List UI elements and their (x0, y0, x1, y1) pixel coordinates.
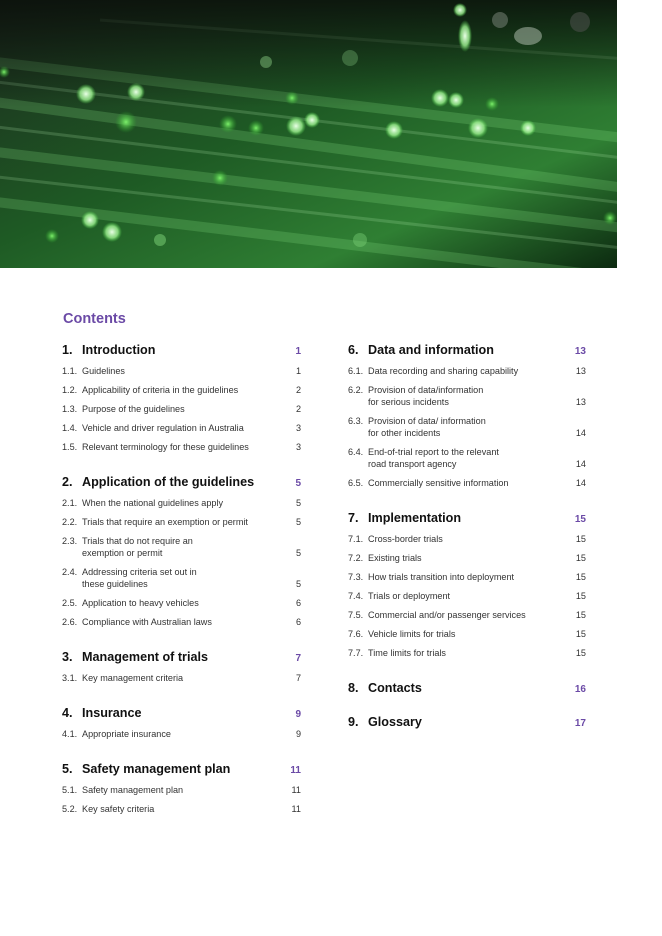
entry-page-number: 2 (295, 404, 301, 414)
section-number: 8. (348, 681, 359, 695)
entry-number: 7.7. (348, 648, 364, 658)
toc-entry[interactable] (62, 494, 301, 513)
toc-entry[interactable] (348, 412, 586, 443)
toc-section (62, 762, 301, 819)
toc-section-heading[interactable] (348, 681, 586, 697)
entry-title: End-of-trial report to the relevant road transport agency (368, 447, 499, 469)
section-number: 7. (348, 511, 359, 525)
entry-title: Time limits for trials (368, 648, 446, 658)
entry-page-number: 11 (291, 785, 301, 795)
toc-entry[interactable] (62, 400, 301, 419)
entry-number: 7.6. (348, 629, 364, 639)
entry-number: 6.3. (348, 416, 364, 426)
toc-entry[interactable] (62, 419, 301, 438)
entry-title: Trials or deployment (368, 591, 451, 601)
toc-right-column (348, 343, 586, 749)
entry-page-number: 14 (575, 428, 586, 438)
toc-entry[interactable] (348, 549, 586, 568)
entry-number: 6.4. (348, 447, 364, 457)
entry-number: 2.1. (62, 498, 78, 508)
entry-number: 3.1. (62, 673, 78, 683)
toc-entry[interactable] (62, 594, 301, 613)
section-page-number: 1 (295, 346, 301, 357)
section-page-number: 17 (574, 718, 586, 729)
toc-section (62, 706, 301, 744)
section-page-number: 11 (290, 765, 301, 776)
toc-entry[interactable] (62, 532, 301, 563)
section-page-number: 7 (295, 653, 301, 664)
entry-page-number: 11 (291, 804, 301, 814)
section-number: 2. (62, 475, 73, 489)
green-bokeh-icon (0, 0, 617, 268)
entry-page-number: 15 (575, 553, 586, 563)
entry-page-number: 13 (575, 366, 586, 376)
entry-title: Trials that require an exemption or permit (82, 517, 248, 527)
section-page-number: 15 (574, 514, 586, 525)
entry-page-number: 14 (575, 478, 586, 488)
section-number: 3. (62, 650, 73, 664)
entry-title: Purpose of the guidelines (82, 404, 185, 414)
toc-entry[interactable] (348, 568, 586, 587)
section-number: 1. (62, 343, 73, 357)
toc-section-heading[interactable] (62, 706, 301, 722)
entry-number: 7.5. (348, 610, 364, 620)
entry-title: Vehicle limits for trials (368, 629, 456, 639)
entry-number: 6.2. (348, 385, 364, 395)
entry-number: 7.4. (348, 591, 364, 601)
toc-entry[interactable] (348, 606, 586, 625)
entry-title: Application to heavy vehicles (82, 598, 199, 608)
section-title: Implementation (368, 511, 462, 525)
toc-entry[interactable] (348, 587, 586, 606)
entry-page-number: 15 (575, 610, 586, 620)
entry-number: 1.4. (62, 423, 78, 433)
entry-title: Key safety criteria (82, 804, 155, 814)
toc-section-heading[interactable] (62, 650, 301, 666)
entry-title: Trials that do not require an exemption or permit (82, 536, 193, 558)
entry-page-number: 15 (575, 572, 586, 582)
entry-title: Commercial and/or passenger services (368, 610, 526, 620)
entry-number: 1.1. (62, 366, 78, 376)
section-number: 6. (348, 343, 359, 357)
entry-number: 6.5. (348, 478, 364, 488)
entry-title: Safety management plan (82, 785, 184, 795)
entry-number: 7.2. (348, 553, 364, 563)
toc-entry[interactable] (62, 381, 301, 400)
section-title: Introduction (82, 343, 156, 357)
toc-entry[interactable] (62, 669, 301, 688)
toc-entry[interactable] (348, 625, 586, 644)
section-number: 4. (62, 706, 73, 720)
entry-page-number: 6 (295, 598, 301, 608)
section-page-number: 9 (295, 709, 301, 720)
toc-section-heading[interactable] (62, 762, 301, 778)
toc-entry[interactable] (348, 381, 586, 412)
toc-entry[interactable] (62, 513, 301, 532)
entry-page-number: 5 (295, 498, 301, 508)
entry-number: 1.3. (62, 404, 78, 414)
entry-title: When the national guidelines apply (82, 498, 224, 508)
entry-page-number: 5 (295, 579, 301, 589)
entry-title: Vehicle and driver regulation in Australia (82, 423, 244, 433)
toc-entry[interactable] (62, 362, 301, 381)
entry-title: Guidelines (82, 366, 125, 376)
toc-section-heading[interactable] (348, 343, 586, 359)
section-title: Safety management plan (82, 762, 231, 776)
entry-page-number: 15 (575, 591, 586, 601)
entry-number: 1.5. (62, 442, 78, 452)
toc-entry[interactable] (348, 362, 586, 381)
toc-section (348, 715, 586, 731)
contents-title: Contents (63, 311, 126, 327)
entry-number: 2.5. (62, 598, 78, 608)
toc-entry[interactable] (62, 613, 301, 632)
section-number: 9. (348, 715, 359, 729)
toc-section (62, 650, 301, 688)
entry-number: 5.1. (62, 785, 78, 795)
entry-number: 5.2. (62, 804, 78, 814)
entry-page-number: 2 (295, 385, 301, 395)
entry-title: Cross-border trials (368, 534, 443, 544)
entry-title: Applicability of criteria in the guidelines (82, 385, 239, 395)
entry-number: 6.1. (348, 366, 364, 376)
entry-page-number: 3 (295, 423, 301, 433)
entry-page-number: 13 (575, 397, 586, 407)
section-page-number: 5 (295, 478, 301, 489)
entry-page-number: 15 (575, 534, 586, 544)
entry-title: Existing trials (368, 553, 422, 563)
entry-number: 2.2. (62, 517, 78, 527)
toc-entry[interactable] (348, 474, 586, 493)
section-number: 5. (62, 762, 73, 776)
entry-title: Addressing criteria set out in these guidelines (82, 567, 197, 589)
entry-page-number: 14 (575, 459, 586, 469)
entry-title: Appropriate insurance (82, 729, 171, 739)
entry-number: 7.3. (348, 572, 364, 582)
toc-section (62, 343, 301, 457)
entry-title: Provision of data/information for serious incidents (368, 385, 484, 407)
section-title: Insurance (82, 706, 142, 720)
toc-section (348, 681, 586, 697)
entry-page-number: 6 (295, 617, 301, 627)
entry-number: 1.2. (62, 385, 78, 395)
toc-entry[interactable] (348, 644, 586, 663)
section-page-number: 13 (574, 346, 586, 357)
entry-title: Key management criteria (82, 673, 184, 683)
entry-page-number: 9 (295, 729, 301, 739)
toc-entry[interactable] (62, 781, 301, 800)
entry-page-number: 5 (295, 548, 301, 558)
section-title: Glossary (368, 715, 422, 729)
toc-section (348, 511, 586, 663)
toc-section-heading[interactable] (62, 343, 301, 359)
entry-title: Data recording and sharing capability (368, 366, 519, 376)
section-page-number: 16 (574, 684, 586, 695)
section-title: Data and information (368, 343, 494, 357)
entry-number: 7.1. (348, 534, 364, 544)
entry-number: 2.3. (62, 536, 78, 546)
entry-page-number: 3 (295, 442, 301, 452)
section-title: Application of the guidelines (82, 475, 255, 489)
entry-title: Commercially sensitive information (368, 478, 509, 488)
entry-page-number: 15 (575, 648, 586, 658)
toc-section (348, 343, 586, 493)
toc-left-column (62, 343, 301, 837)
entry-number: 2.4. (62, 567, 78, 577)
toc-section-heading[interactable] (348, 511, 586, 527)
entry-page-number: 15 (575, 629, 586, 639)
entry-title: How trials transition into deployment (368, 572, 515, 582)
toc-entry[interactable] (62, 563, 301, 594)
toc-entry[interactable] (62, 725, 301, 744)
entry-page-number: 7 (295, 673, 301, 683)
entry-title: Compliance with Australian laws (82, 617, 212, 627)
entry-number: 4.1. (62, 729, 78, 739)
toc-section-heading[interactable] (348, 715, 586, 731)
entry-page-number: 1 (295, 366, 301, 376)
section-title: Management of trials (82, 650, 208, 664)
entry-title: Relevant terminology for these guidelines (82, 442, 249, 452)
section-title: Contacts (368, 681, 422, 695)
toc-section (62, 475, 301, 632)
entry-title: Provision of data/ information for other incidents (368, 416, 486, 438)
toc-section-heading[interactable] (62, 475, 301, 491)
toc-entry[interactable] (62, 800, 301, 819)
hero-image (0, 0, 617, 268)
toc-entry[interactable] (348, 443, 586, 474)
entry-page-number: 5 (295, 517, 301, 527)
entry-number: 2.6. (62, 617, 78, 627)
toc-entry[interactable] (62, 438, 301, 457)
toc-entry[interactable] (348, 530, 586, 549)
